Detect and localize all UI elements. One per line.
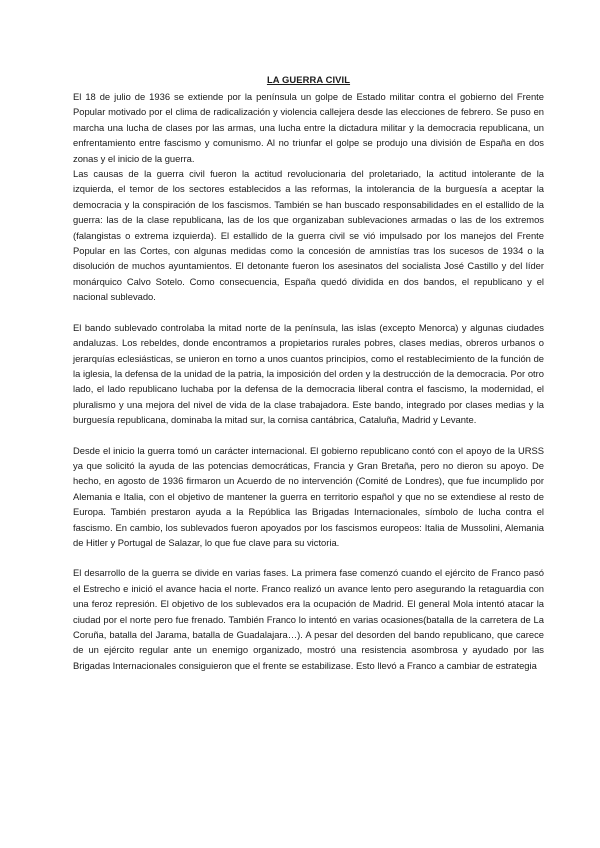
paragraph-gap	[73, 428, 544, 443]
paragraph-gap	[73, 305, 544, 320]
document-title: LA GUERRA CIVIL	[266, 74, 351, 85]
paragraph-gap	[73, 550, 544, 565]
paragraph-causas: Las causas de la guerra civil fueron la actitud revolucionaria del proletariado, la actitud intolerante de la izquierda, el temor de los sectores establecidos a las reformas, la intolerancia de la burguesía a aceptar la democracia y la conspiración de los fascismos. También se han buscado responsabilidades en el estallido de la guerra: las de la clase republicana, las de los que organizaban sublevaciones armadas o las de los extremos (falangistas o extrema izquierda). El estallido de la guerra civil se vió impulsado por los manejos del Frente Popular en las Cortes, con algunas medidas como la concesión de amnistías tras los sucesos de 1934 o la disolución de muchos ayuntamientos. El detonante fueron los asesinatos del socialista José Castillo y del líder monárquico Calvo Sotelo. Como consecuencia, España quedó dividida en dos bandos, el republicano y el nacional sublevado.	[73, 168, 544, 303]
paragraph-internacional: Desde el inicio la guerra tomó un carácter internacional. El gobierno republicano contó con el apoyo de la URSS ya que solicitó la ayuda de las potencias democráticas, Francia y Gran Bretaña, pero no dieron su apoyo. De hecho, en agosto de 1936 firmaron un Acuerdo de no intervención (Comité de Londres), que fue incumplido por Alemania e Italia, con el objetivo de mantener la guerra en territorio español y que no se extendiese al resto de Europa. También prestaron ayuda a la República las Brigadas Internacionales, símbolo de lucha contra el fascismo. En cambio, los sublevados fueron apoyados por los fascismos europeos: Italia de Mussolini, Alemania de Hitler y Portugal de Salazar, lo que fue clave para su victoria.	[73, 444, 544, 548]
paragraph-bandos: El bando sublevado controlaba la mitad norte de la península, las islas (excepto Menorca) y algunas ciudades andaluzas. Los rebeldes, donde encontramos a propietarios rurales pobres, clases medias, obreros urbanos o jerarquías eclesiásticas, se unieron en torno a unos cuantos principios, como el restablecimiento de la función de la iglesia, la defensa de la unidad de la patria, la imposición del orden y la destrucción de la democracia. Por otro lado, el lado republicano luchaba por la defensa de la democracia liberal contra el fascismo, la modernidad, el pluralismo y una mejora del nivel de vida de la clase trabajadora. Este bando, integrado por clases medias y la burguesía republicana, dominaba la mitad sur, la cornisa cantábrica, Cataluña, Madrid y Levante.	[73, 321, 544, 426]
paragraph-golpe: El 18 de julio de 1936 se extiende por la península un golpe de Estado militar contra el gobierno del Frente Popular motivado por el clima de radicalización y violencia callejera desde las elecciones de febrero. Se puso en marcha una lucha de clases por las armas, una lucha entre la dictadura militar y la democracia republicana, un enfrentamiento entre fascismo y comunismo. Al no triunfar el golpe se produjo una división de España en dos zonas y el inicio de la guerra.	[73, 91, 544, 164]
paragraph-desarrollo: El desarrollo de la guerra se divide en varias fases. La primera fase comenzó cuando el ejército de Franco pasó el Estrecho e inició el avance hacia el norte. Franco realizó un avance lento pero asegurando la retaguardia con una feroz represión. El objetivo de los sublevados era la ocupación de Madrid. El general Mola intentó atacar la ciudad por el norte pero fue frenado. También Franco lo intentó en varias ocasiones(batalla de la carretera de La Coruña, batalla del Jarama, batalla de Guadalajara…). A pesar del desorden del bando republicano, que carece de un ejército regular ante un enemigo organizado, mostró una resistencia asombrosa y ayudado por las Brigadas Internacionales consiguieron que el frente se estabilizase. Esto llevó a Franco a cambiar de estrategia	[73, 567, 544, 671]
